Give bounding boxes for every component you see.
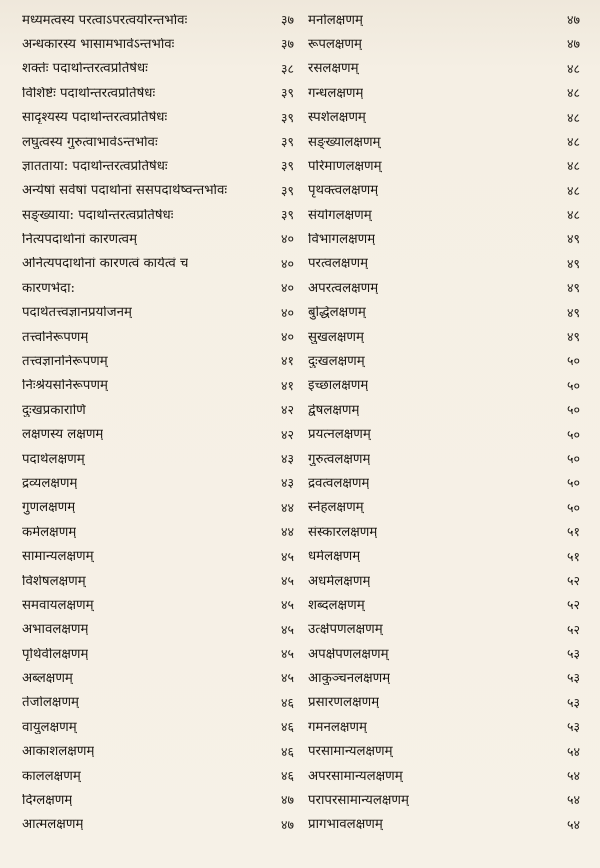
toc-entry-title: संयोगलक्षणम्	[308, 208, 372, 222]
toc-page-number: ५०	[566, 475, 580, 491]
toc-entry	[308, 398, 580, 422]
toc-entry	[22, 447, 294, 471]
toc-entry	[22, 32, 294, 56]
toc-entry-title: समवायलक्षणम्	[22, 598, 94, 613]
toc-page-number: ३७	[280, 36, 294, 52]
toc-page-number: ५४	[566, 768, 580, 784]
toc-entry	[22, 228, 294, 252]
toc-page-number: ५०	[566, 499, 580, 515]
toc-entry-title: प्रयत्नलक्षणम्	[308, 428, 371, 442]
toc-entry-title: आत्मलक्षणम्	[22, 818, 84, 832]
toc-page-number: ४७	[566, 11, 580, 27]
toc-page-number: ४८	[566, 182, 580, 198]
toc-entry-title: गन्धलक्षणम्	[308, 86, 364, 101]
toc-page-number: ५४	[566, 816, 580, 832]
toc-page-number: ५२	[566, 597, 580, 613]
toc-page-number: ४८	[566, 60, 580, 76]
toc-page-number: ४८	[566, 109, 580, 125]
toc-entry-title: परिमाणलक्षणम्	[308, 159, 382, 174]
toc-entry	[308, 471, 580, 495]
toc-entry	[22, 471, 294, 495]
toc-entry-title: सामान्यलक्षणम्	[22, 550, 94, 564]
toc-page-number: ३७	[280, 11, 294, 27]
toc-page-number: ५३	[566, 719, 580, 735]
toc-page-number: ४४	[280, 524, 294, 540]
toc-entry	[308, 154, 580, 178]
toc-page-number: ५२	[566, 572, 580, 588]
toc-page-number: ४८	[566, 133, 580, 149]
toc-entry-title: संस्कारलक्षणम्	[308, 525, 378, 540]
toc-entry-title: परत्वलक्षणम्	[308, 257, 369, 271]
toc-entry	[308, 667, 580, 691]
toc-entry-title: द्रवत्वलक्षणम्	[308, 476, 370, 491]
toc-entry-title: रूपलक्षणम्	[308, 37, 362, 52]
toc-page-number: ४३	[280, 450, 294, 466]
toc-entry	[308, 789, 580, 813]
toc-entry-title: सङ्ख्याया: पदार्थान्तरत्वप्रतिषेधः	[22, 208, 174, 222]
toc-entry-title: दुःखप्रकाराणि	[22, 403, 86, 418]
toc-page-number: ४५	[280, 621, 294, 637]
toc-entry-title: द्वेषलक्षणम्	[308, 403, 360, 418]
toc-page-number: ४७	[566, 36, 580, 52]
toc-entry	[22, 813, 294, 837]
toc-page-number: ५०	[566, 450, 580, 466]
toc-page-number: ५२	[566, 621, 580, 637]
toc-page-number: ३९	[280, 85, 294, 101]
toc-entry	[22, 154, 294, 178]
toc-page-number: ४५	[280, 670, 294, 686]
toc-entry-title: वायुलक्षणम्	[22, 720, 77, 735]
left-contents-column	[22, 0, 294, 837]
toc-page-number: ४९	[566, 255, 580, 271]
toc-entry	[22, 545, 294, 569]
toc-page-number: ४५	[280, 646, 294, 662]
toc-entry-title: द्रव्यलक्षणम्	[22, 476, 78, 491]
toc-entry-title: इच्छालक्षणम्	[308, 379, 369, 393]
toc-page-number: ५१	[566, 548, 580, 564]
toc-entry-title: विभागलक्षणम्	[308, 233, 376, 247]
toc-page-number: ४५	[280, 548, 294, 564]
toc-entry-title: दुःखलक्षणम्	[308, 355, 365, 369]
toc-entry	[22, 642, 294, 666]
toc-page-number: ५३	[566, 670, 580, 686]
toc-entry	[22, 106, 294, 130]
toc-entry	[308, 447, 580, 471]
toc-entry-title: मनोलक्षणम्	[308, 13, 363, 27]
toc-entry-title: गुरुत्वलक्षणम्	[308, 452, 371, 466]
toc-entry	[22, 520, 294, 544]
toc-entry	[22, 715, 294, 739]
toc-entry-title: अब्लक्षणम्	[22, 672, 73, 686]
toc-entry	[22, 691, 294, 715]
toc-entry-title: अन्येषां सर्वेषां पदार्थानां ससपदार्थेष्वन्तर्भावः	[22, 184, 228, 198]
toc-page-number: ४६	[280, 768, 294, 784]
toc-entry	[22, 203, 294, 227]
toc-page-number: ३९	[280, 182, 294, 198]
toc-entry-title: अपरत्वलक्षणम्	[308, 281, 379, 296]
toc-entry-title: तत्त्वनिरूपणम्	[22, 330, 89, 344]
toc-entry-title: पृथक्त्वलक्षणम्	[308, 184, 379, 198]
toc-entry	[308, 276, 580, 300]
toc-page-number: ४६	[280, 694, 294, 710]
toc-entry	[22, 349, 294, 373]
toc-page-number: ४१	[280, 377, 294, 393]
toc-entry-title: आकुञ्चनलक्षणम्	[308, 672, 391, 686]
toc-entry-title: सङ्ख्यालक्षणम्	[308, 135, 381, 149]
toc-page-number: ३८	[280, 60, 294, 76]
toc-page-number: ४०	[280, 304, 294, 320]
toc-entry-title: मध्यमत्वस्य परत्वाऽपरत्वयोरन्तर्भावः	[22, 13, 188, 27]
toc-entry-title: अन्धकारस्य भासामभावेऽन्तर्भावः	[22, 37, 175, 52]
toc-page-number: ३९	[280, 158, 294, 174]
toc-entry	[22, 276, 294, 300]
toc-entry-title: शब्दलक्षणम्	[308, 598, 365, 613]
toc-entry-title: अभावलक्षणम्	[22, 623, 89, 637]
toc-page-number: ४६	[280, 743, 294, 759]
toc-entry	[22, 593, 294, 617]
toc-entry	[22, 423, 294, 447]
toc-entry	[22, 130, 294, 154]
toc-entry	[22, 496, 294, 520]
toc-entry-title: कर्मलक्षणम्	[22, 525, 77, 540]
toc-entry-title: विशिष्टेः पदार्थान्तरत्वप्रतिषेधः	[22, 86, 156, 101]
toc-entry	[22, 618, 294, 642]
toc-entry	[308, 252, 580, 276]
toc-entry-title: नित्यपदार्थानां कारणत्वम्	[22, 233, 138, 247]
toc-entry	[308, 740, 580, 764]
toc-page-number: ४३	[280, 475, 294, 491]
toc-entry	[22, 789, 294, 813]
toc-entry-title: कारणभेदा:	[22, 281, 76, 296]
toc-page-number: ३९	[280, 109, 294, 125]
toc-entry	[308, 813, 580, 837]
toc-entry-title: परसामान्यलक्षणम्	[308, 745, 393, 759]
toc-page-number: ४०	[280, 329, 294, 345]
toc-entry	[308, 8, 580, 32]
toc-entry-title: काललक्षणम्	[22, 769, 81, 783]
toc-entry-title: विशेषलक्षणम्	[22, 574, 86, 588]
toc-entry	[308, 349, 580, 373]
toc-entry	[308, 642, 580, 666]
toc-entry	[308, 423, 580, 447]
toc-entry-title: स्पर्शलक्षणम्	[308, 111, 366, 125]
toc-entry	[22, 8, 294, 32]
toc-entry-title: प्रागभावलक्षणम्	[308, 818, 383, 832]
toc-entry	[22, 667, 294, 691]
toc-entry	[308, 593, 580, 617]
right-contents-column	[308, 0, 580, 837]
toc-page-number: ५४	[566, 743, 580, 759]
toc-entry	[22, 740, 294, 764]
toc-page-number: ४९	[566, 304, 580, 320]
toc-entry-title: लघुत्वस्य गुरुत्वाभावेऽन्तर्भावः	[22, 135, 158, 149]
toc-page-number: ३९	[280, 133, 294, 149]
toc-entry-title: गुणलक्षणम्	[22, 501, 76, 515]
toc-page-number: ५३	[566, 694, 580, 710]
toc-entry-title: बुद्धिलक्षणम्	[308, 306, 366, 320]
toc-page-number: ५१	[566, 524, 580, 540]
toc-page-number: ४८	[566, 207, 580, 223]
toc-entry	[308, 203, 580, 227]
toc-entry	[22, 374, 294, 398]
toc-entry-title: स्नेहलक्षणम्	[308, 501, 364, 515]
toc-entry	[22, 252, 294, 276]
toc-entry	[308, 106, 580, 130]
toc-page-number: ४२	[280, 402, 294, 418]
toc-entry	[308, 374, 580, 398]
toc-entry-title: धर्मलक्षणम्	[308, 550, 361, 564]
toc-entry-title: अधर्मलक्षणम्	[308, 574, 371, 588]
toc-entry	[308, 228, 580, 252]
toc-page-number: ५३	[566, 646, 580, 662]
toc-entry-title: रसलक्षणम्	[308, 62, 359, 76]
toc-entry	[22, 325, 294, 349]
toc-entry-title: प्रसारणलक्षणम्	[308, 696, 380, 710]
toc-entry-title: ज्ञातताया: पदार्थान्तरत्वप्रतिषेधः	[22, 159, 168, 174]
toc-entry	[308, 179, 580, 203]
toc-page-number: ४६	[280, 719, 294, 735]
toc-entry-title: शक्तेः पदार्थान्तरत्वप्रतिषेधः	[22, 62, 148, 76]
toc-page-number: ४८	[566, 85, 580, 101]
toc-entry-title: पदार्थतत्त्वज्ञानप्रयोजनम्	[22, 306, 132, 320]
toc-entry	[308, 618, 580, 642]
toc-entry-title: आकाशलक्षणम्	[22, 745, 95, 759]
toc-entry-title: अपरसामान्यलक्षणम्	[308, 769, 403, 783]
toc-entry	[308, 301, 580, 325]
toc-entry	[308, 520, 580, 544]
toc-page-number: ४२	[280, 426, 294, 442]
toc-entry	[22, 301, 294, 325]
toc-page-number: ४१	[280, 353, 294, 369]
toc-entry	[308, 569, 580, 593]
toc-entry	[308, 715, 580, 739]
toc-entry	[22, 764, 294, 788]
toc-entry	[22, 179, 294, 203]
toc-entry-title: सादृश्यस्य पदार्थान्तरत्वप्रतिषेधः	[22, 111, 168, 125]
toc-entry-title: उत्क्षेपणलक्षणम्	[308, 623, 383, 637]
toc-page-number: ५४	[566, 792, 580, 808]
toc-entry	[308, 325, 580, 349]
toc-page-number: ४८	[566, 158, 580, 174]
toc-entry	[22, 569, 294, 593]
toc-entry-title: पृथिवीलक्षणम्	[22, 647, 89, 661]
toc-page-number: ४५	[280, 572, 294, 588]
toc-entry	[308, 57, 580, 81]
toc-page-number: ४४	[280, 499, 294, 515]
toc-entry	[308, 764, 580, 788]
toc-page-number: ५०	[566, 353, 580, 369]
toc-page-number: ५०	[566, 426, 580, 442]
toc-page-number: ४९	[566, 280, 580, 296]
toc-page-number: ४९	[566, 231, 580, 247]
toc-page-number: ४९	[566, 329, 580, 345]
toc-page-number: ४०	[280, 231, 294, 247]
toc-entry-title: परापरसामान्यलक्षणम्	[308, 794, 410, 808]
toc-page-number: ३९	[280, 207, 294, 223]
toc-page-number: ४०	[280, 280, 294, 296]
toc-entry	[22, 398, 294, 422]
toc-entry	[22, 57, 294, 81]
toc-entry-title: गमनलक्षणम्	[308, 720, 367, 735]
toc-entry	[308, 691, 580, 715]
toc-entry	[22, 81, 294, 105]
toc-page-number: ४०	[280, 255, 294, 271]
toc-entry	[308, 130, 580, 154]
toc-entry-title: लक्षणस्य लक्षणम्	[22, 428, 104, 442]
toc-entry-title: दिग्लक्षणम्	[22, 794, 73, 808]
toc-entry	[308, 496, 580, 520]
toc-entry	[308, 545, 580, 569]
toc-page-number: ४५	[280, 597, 294, 613]
toc-entry-title: तेजोलक्षणम्	[22, 696, 80, 710]
toc-page-number: ४७	[280, 816, 294, 832]
toc-page-number: ४७	[280, 792, 294, 808]
toc-entry-title: अपक्षेपणलक्षणम्	[308, 647, 389, 661]
toc-page-number: ५०	[566, 377, 580, 393]
toc-entry	[308, 81, 580, 105]
toc-entry-title: अनित्यपदार्थानां कारणत्वं कार्यत्वं च	[22, 257, 189, 271]
toc-entry	[308, 32, 580, 56]
toc-entry-title: सुखलक्षणम्	[308, 330, 364, 344]
toc-entry-title: पदार्थलक्षणम्	[22, 452, 85, 466]
toc-page-number: ५०	[566, 402, 580, 418]
toc-entry-title: निःश्रेयसनिरूपणम्	[22, 379, 108, 393]
toc-entry-title: तत्त्वज्ञाननिरूपणम्	[22, 355, 108, 369]
